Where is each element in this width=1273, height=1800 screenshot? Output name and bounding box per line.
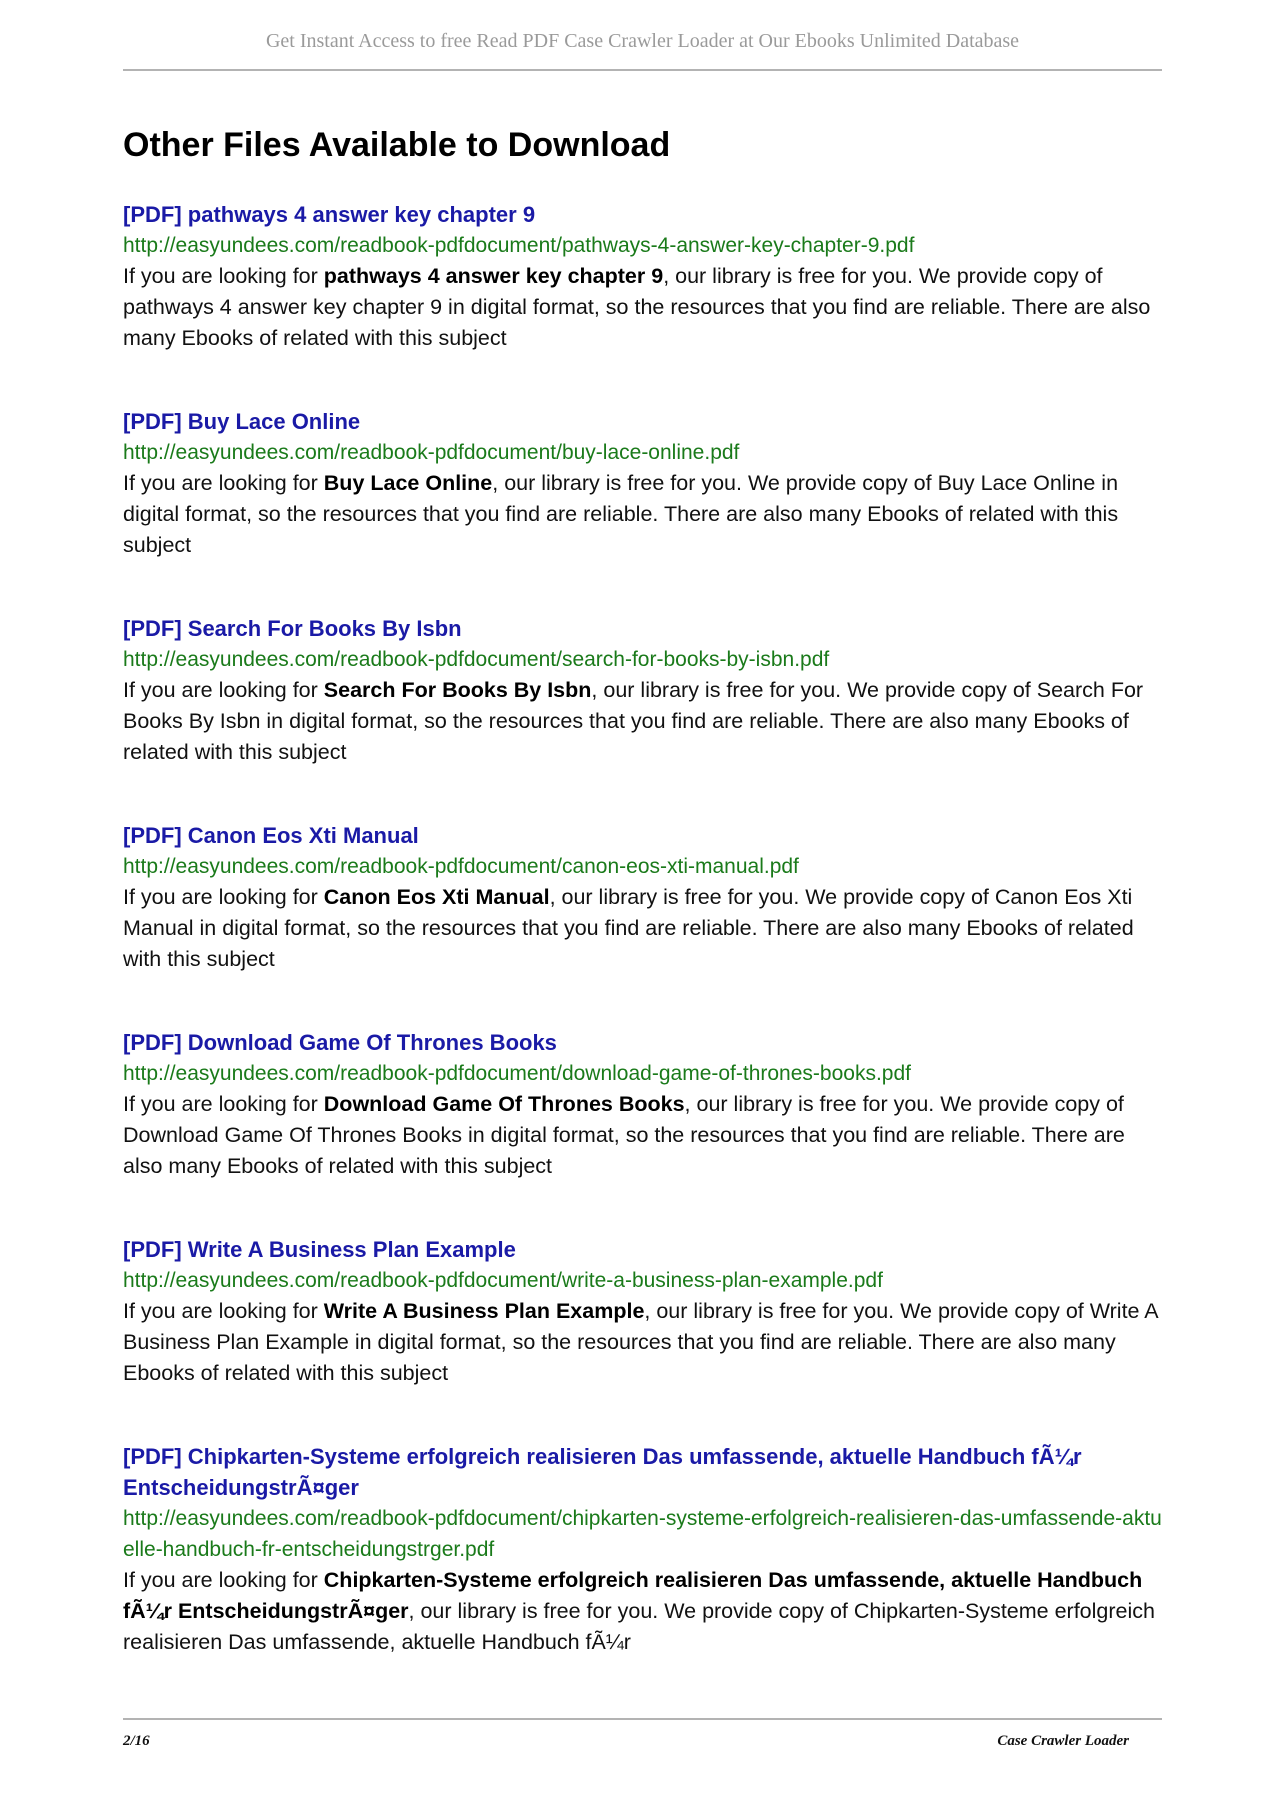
item-url-link[interactable]: http://easyundees.com/readbook-pdfdocument/canon-eos-xti-manual.pdf	[123, 855, 799, 878]
header-divider	[123, 69, 1162, 71]
item-description: If you are looking for Buy Lace Online, our library is free for you. We provide copy of Buy Lace Online in digital format, so the resources that you find are reliable. There are also many Ebooks of related with this subject	[123, 471, 1119, 557]
item-url-link[interactable]: http://easyundees.com/readbook-pdfdocument/search-for-books-by-isbn.pdf	[123, 648, 830, 671]
list-item	[123, 199, 1168, 354]
item-title-link[interactable]: [PDF] Download Game Of Thrones Books	[123, 1030, 557, 1055]
item-title-link[interactable]: [PDF] Write A Business Plan Example	[123, 1237, 516, 1262]
list-item	[123, 1441, 1168, 1658]
item-description: If you are looking for Canon Eos Xti Manual, our library is free for you. We provide copy of Canon Eos Xti Manual in digital format, so the resources that you find are reliable. There are also many Ebooks of related with this subject	[123, 885, 1134, 971]
item-url-link[interactable]: http://easyundees.com/readbook-pdfdocument/write-a-business-plan-example.pdf	[123, 1269, 883, 1292]
list-item	[123, 406, 1168, 561]
item-title-link[interactable]: [PDF] Buy Lace Online	[123, 409, 361, 434]
item-title-link[interactable]: [PDF] Search For Books By Isbn	[123, 616, 462, 641]
item-description: If you are looking for Chipkarten-Systeme erfolgreich realisieren Das umfassende, aktuelle Handbuch fÃ¼r EntscheidungstrÃ¤ger, our library is free for you. We provide copy of Chipkarten-Systeme erfolgreich realisieren Das umfassende, aktuelle Handbuch fÃ¼r	[123, 1568, 1155, 1654]
item-url-link[interactable]: http://easyundees.com/readbook-pdfdocument/download-game-of-thrones-books.pdf	[123, 1062, 911, 1085]
item-title-link[interactable]: [PDF] Chipkarten-Systeme erfolgreich realisieren Das umfassende, aktuelle Handbuch fÃ¼r EntscheidungstrÃ¤ger	[123, 1444, 1082, 1500]
footer-divider	[123, 1718, 1162, 1720]
list-item	[123, 1027, 1168, 1182]
item-url-link[interactable]: http://easyundees.com/readbook-pdfdocument/pathways-4-answer-key-chapter-9.pdf	[123, 234, 915, 257]
list-item	[123, 613, 1168, 768]
page-title: Other Files Available to Download	[123, 126, 671, 164]
item-title-link[interactable]: [PDF] Canon Eos Xti Manual	[123, 823, 419, 848]
item-description: If you are looking for Search For Books By Isbn, our library is free for you. We provide copy of Search For Books By Isbn in digital format, so the resources that you find are reliable. There are also many Ebooks of related with this subject	[123, 678, 1144, 764]
item-title-link[interactable]: [PDF] pathways 4 answer key chapter 9	[123, 202, 536, 227]
page-number: 2/16	[123, 1733, 150, 1749]
list-item	[123, 820, 1168, 975]
item-description: If you are looking for Download Game Of Thrones Books, our library is free for you. We provide copy of Download Game Of Thrones Books in digital format, so the resources that you find are reliable. There are also many Ebooks of related with this subject	[123, 1092, 1125, 1178]
running-header: Get Instant Access to free Read PDF Case Crawler Loader at Our Ebooks Unlimited Database	[265, 30, 1020, 52]
item-description: If you are looking for pathways 4 answer key chapter 9, our library is free for you. We provide copy of pathways 4 answer key chapter 9 in digital format, so the resources that you find are reliable. There are also many Ebooks of related with this subject	[123, 264, 1151, 350]
item-description: If you are looking for Write A Business Plan Example, our library is free for you. We provide copy of Write A Business Plan Example in digital format, so the resources that you find are reliable. There are also many Ebooks of related with this subject	[123, 1299, 1158, 1385]
item-url-link[interactable]: http://easyundees.com/readbook-pdfdocument/buy-lace-online.pdf	[123, 441, 740, 464]
footer-doc-title: Case Crawler Loader	[997, 1733, 1129, 1749]
item-url-link[interactable]: http://easyundees.com/readbook-pdfdocument/chipkarten-systeme-erfolgreich-realisieren-das-umfassende-aktuelle-handbuch-fr-entscheidungstrger.pdf	[123, 1507, 1162, 1561]
file-list	[123, 199, 1168, 1710]
list-item	[123, 1234, 1168, 1389]
